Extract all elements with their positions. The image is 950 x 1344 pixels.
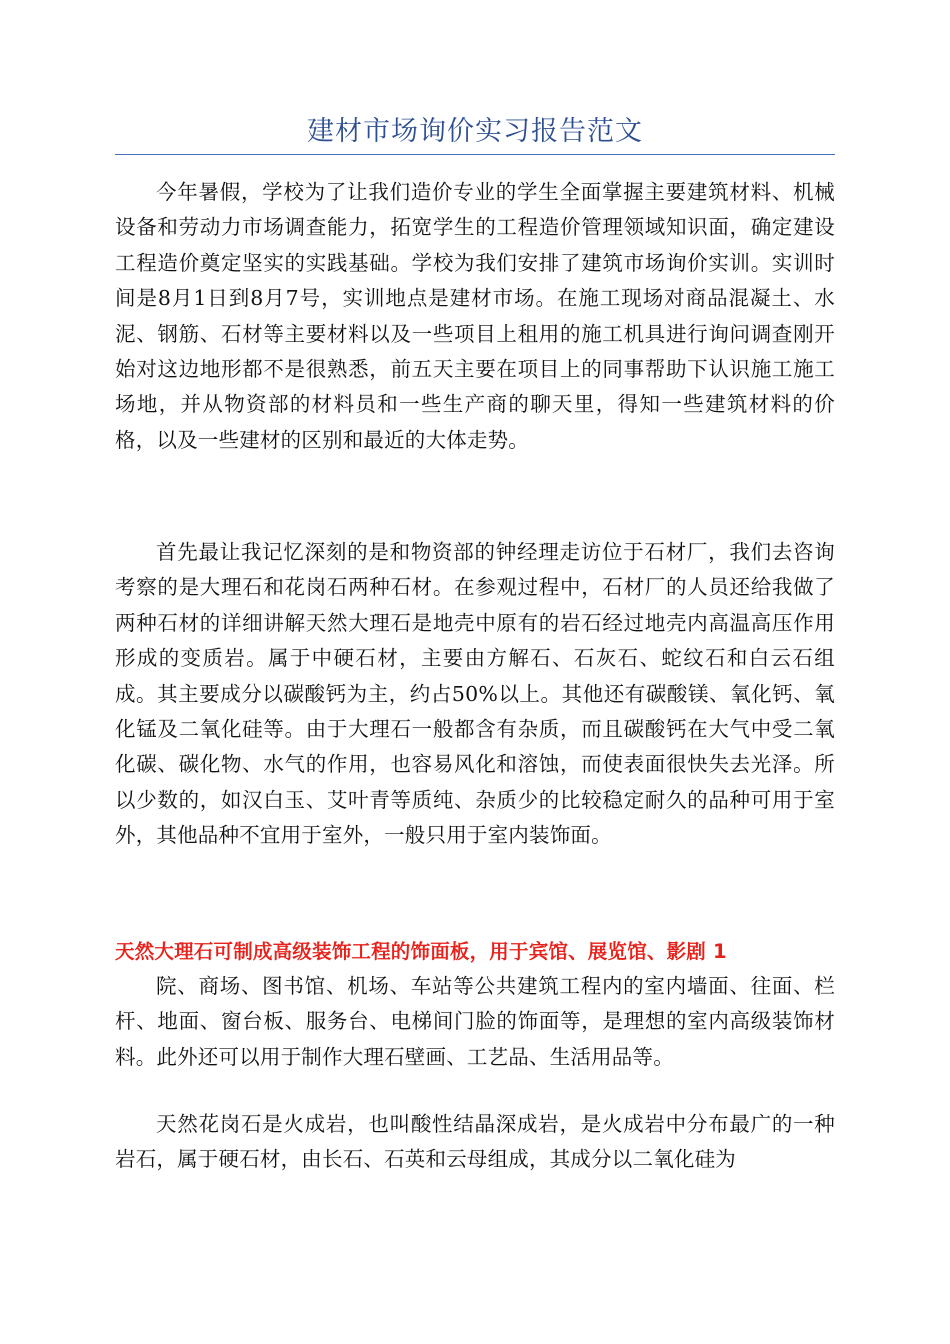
paragraph-granite: 天然花岗石是火成岩，也叫酸性结晶深成岩，是火成岩中分布最广的一种岩石，属于硬石材，由长石、石英和云母组成，其成分以二氧化硅为 <box>115 1112 835 1172</box>
paragraph-marble: 首先最让我记忆深刻的是和物资部的钟经理走访位于石材厂，我们去咨询考察的是大理石和花岗石两种石材。在参观过程中，石材厂的人员还给我做了两种石材的详细讲解天然大理石是地壳中原有的岩石经过地壳内高温高压作用形成的变质岩。属于中硬石材，主要由方解石、石灰石、蛇纹石和白云石组成。其主要成分以碳酸钙为主，约占50%以上。其他还有碳酸镁、氧化钙、氧化锰及二氧化硅等。由于大理石一般都含有杂质，而且碳酸钙在大气中受二氧化碳、碳化物、水气的作用，也容易风化和溶蚀，而使表面很快失去光泽。所以少数的，如汉白玉、艾叶青等质纯、杂质少的比较稳定耐久的品种可用于室外，其他品种不宜用于室外，一般只用于室内装饰面。 <box>115 540 835 848</box>
title-underline <box>115 154 835 155</box>
paragraph-marble-uses: 院、商场、图书馆、机场、车站等公共建筑工程内的室内墙面、往面、栏杆、地面、窗台板、服务台、电梯间门脸的饰面等，是理想的室内高级装饰材料。此外还可以用于制作大理石壁画、工艺品、生活用品等。 <box>115 974 835 1069</box>
paragraph-intro: 今年暑假，学校为了让我们造价专业的学生全面掌握主要建筑材料、机械设备和劳动力市场调查能力，拓宽学生的工程造价管理领域知识面，确定建设工程造价奠定坚实的实践基础。学校为我们安排了建筑市场询价实训。实训时间是8月1日到8月7号，实训地点是建材市场。在施工现场对商品混凝土、水泥、钢筋、石材等主要材料以及一些项目上租用的施工机具进行询问调查刚开始对这边地形都不是很熟悉，前五天主要在项目上的同事帮助下认识施工施工场地，并从物资部的材料员和一些生产商的聊天里，得知一些建筑材料的价格，以及一些建材的区别和最近的大体走势。 <box>115 180 835 452</box>
page-title: 建材市场询价实习报告范文 <box>307 116 643 147</box>
highlighted-heading: 天然大理石可制成高级装饰工程的饰面板，用于宾馆、展览馆、影剧 1 <box>115 940 727 963</box>
